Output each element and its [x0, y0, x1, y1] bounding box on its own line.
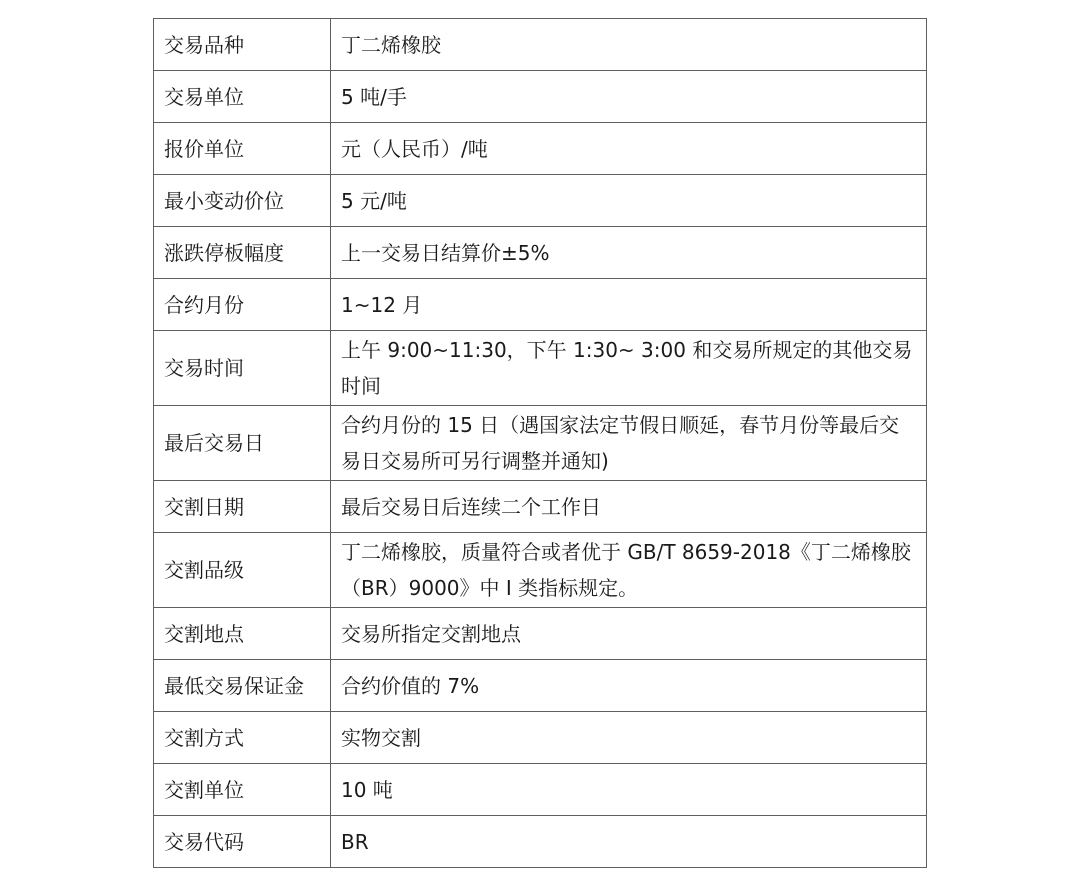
row-label: 交割地点 — [154, 608, 331, 660]
row-price-limit — [154, 227, 927, 279]
row-delivery-unit — [154, 764, 927, 816]
row-label: 交割单位 — [154, 764, 331, 816]
row-quote-unit — [154, 123, 927, 175]
row-last-trading-day — [154, 406, 927, 481]
row-label: 交割日期 — [154, 481, 331, 533]
row-delivery-date — [154, 481, 927, 533]
row-value: 上午 9:00~11:30，下午 1:30~ 3:00 和交易所规定的其他交易时间 — [331, 331, 927, 406]
row-value: 元（人民币）/吨 — [331, 123, 927, 175]
row-label: 交易时间 — [154, 331, 331, 406]
row-value: 10 吨 — [331, 764, 927, 816]
row-value: 最后交易日后连续二个工作日 — [331, 481, 927, 533]
row-value: BR — [331, 816, 927, 868]
row-label: 涨跌停板幅度 — [154, 227, 331, 279]
row-value: 合约价值的 7% — [331, 660, 927, 712]
row-label: 交割品级 — [154, 533, 331, 608]
row-label: 交割方式 — [154, 712, 331, 764]
row-value: 5 元/吨 — [331, 175, 927, 227]
row-value: 交易所指定交割地点 — [331, 608, 927, 660]
row-label: 交易单位 — [154, 71, 331, 123]
row-delivery-method — [154, 712, 927, 764]
row-delivery-location — [154, 608, 927, 660]
row-label: 合约月份 — [154, 279, 331, 331]
row-value: 实物交割 — [331, 712, 927, 764]
row-trading-hours — [154, 331, 927, 406]
row-value: 5 吨/手 — [331, 71, 927, 123]
row-label: 最后交易日 — [154, 406, 331, 481]
row-trading-product — [154, 19, 927, 71]
row-value: 合约月份的 15 日（遇国家法定节假日顺延，春节月份等最后交易日交易所可另行调整并通知) — [331, 406, 927, 481]
row-label: 交易代码 — [154, 816, 331, 868]
row-label: 交易品种 — [154, 19, 331, 71]
row-trading-code — [154, 816, 927, 868]
row-contract-months — [154, 279, 927, 331]
row-label: 最小变动价位 — [154, 175, 331, 227]
row-minimum-margin — [154, 660, 927, 712]
row-value: 丁二烯橡胶，质量符合或者优于 GB/T 8659-2018《丁二烯橡胶（BR）9000》中 I 类指标规定。 — [331, 533, 927, 608]
row-value: 上一交易日结算价±5% — [331, 227, 927, 279]
row-value: 丁二烯橡胶 — [331, 19, 927, 71]
row-label: 最低交易保证金 — [154, 660, 331, 712]
row-delivery-grade — [154, 533, 927, 608]
contract-spec-table — [153, 18, 927, 868]
row-trading-unit — [154, 71, 927, 123]
row-value: 1~12 月 — [331, 279, 927, 331]
row-tick-size — [154, 175, 927, 227]
row-label: 报价单位 — [154, 123, 331, 175]
